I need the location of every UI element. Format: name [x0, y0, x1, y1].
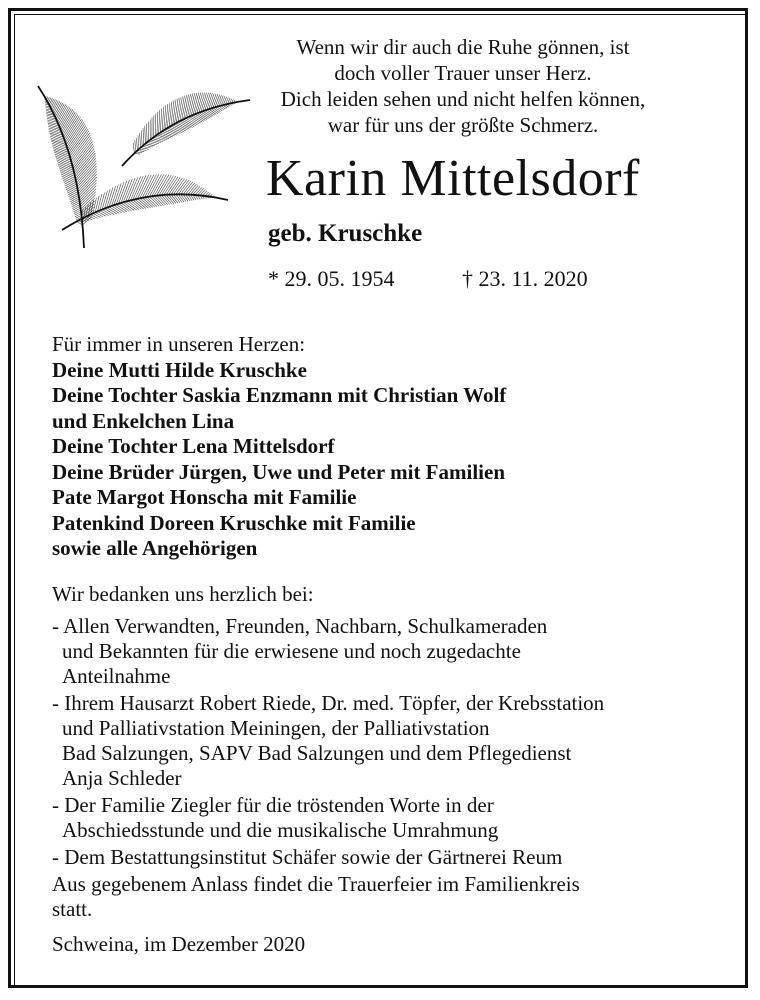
- maiden-name: geb. Kruschke: [268, 220, 423, 247]
- mourner-line: Deine Brüder Jürgen, Uwe und Peter mit Familien: [52, 459, 506, 484]
- mourner-line: und Enkelchen Lina: [52, 408, 235, 433]
- thanks-item: [52, 614, 732, 689]
- funeral-note-line: statt.: [52, 897, 93, 921]
- mourners-list: [52, 332, 506, 562]
- thanks-line: - Der Familie Ziegler für die tröstenden Worte in der: [52, 793, 494, 817]
- thanks-intro: Wir bedanken uns herzlich bei:: [52, 582, 314, 606]
- feathers-icon: [22, 80, 258, 250]
- birth-date: * 29. 05. 1954: [268, 266, 395, 291]
- poem-line: doch voller Trauer unser Herz.: [334, 61, 592, 85]
- thanks-line: Bad Salzungen, SAPV Bad Salzungen und dem Pflegedienst: [62, 741, 572, 765]
- mourner-line: Deine Tochter Saskia Enzmann mit Christian Wolf: [52, 383, 507, 407]
- thanks-line: Anja Schleder: [62, 766, 182, 790]
- thanks-section: [52, 582, 732, 957]
- mourner-line: Deine Mutti Hilde Kruschke: [52, 357, 307, 382]
- thanks-line: - Ihrem Hausarzt Robert Riede, Dr. med. Töpfer, der Krebsstation: [52, 691, 605, 715]
- thanks-line: - Allen Verwandten, Freunden, Nachbarn, Schulkameraden: [52, 614, 548, 638]
- deceased-name: Karin Mittelsdorf: [266, 150, 640, 207]
- poem-line: Dich leiden sehen und nicht helfen können,: [280, 87, 646, 111]
- thanks-line: Anteilnahme: [62, 664, 171, 688]
- thanks-line: und Palliativstation Meiningen, der Palliativstation: [62, 716, 490, 740]
- thanks-line: Abschiedsstunde und die musikalische Umrahmung: [62, 818, 499, 842]
- mourners-intro: Für immer in unseren Herzen:: [52, 332, 306, 356]
- mourner-line: Pate Margot Honscha mit Familie: [52, 485, 357, 509]
- thanks-item: [52, 793, 732, 843]
- thanks-line: - Dem Bestattungsinstitut Schäfer sowie der Gärtnerei Reum: [52, 845, 563, 869]
- funeral-note: [52, 872, 732, 922]
- poem-line: Wenn wir dir auch die Ruhe gönnen, ist: [296, 35, 630, 59]
- thanks-line: und Bekannten für die erwiesene und noch zugedachte: [62, 639, 521, 663]
- death-date: † 23. 11. 2020: [462, 266, 588, 291]
- mourner-line: Deine Tochter Lena Mittelsdorf: [52, 434, 335, 458]
- poem-line: war für uns der größte Schmerz.: [327, 113, 599, 137]
- thanks-item: [52, 845, 732, 870]
- signature: Schweina, im Dezember 2020: [52, 932, 306, 956]
- thanks-item: [52, 691, 732, 791]
- mourner-line: sowie alle Angehörigen: [52, 536, 258, 560]
- poem: [246, 34, 680, 138]
- mourner-line: Patenkind Doreen Kruschke mit Familie: [52, 510, 416, 535]
- funeral-note-line: Aus gegebenem Anlass findet die Trauerfeier im Familienkreis: [52, 872, 580, 896]
